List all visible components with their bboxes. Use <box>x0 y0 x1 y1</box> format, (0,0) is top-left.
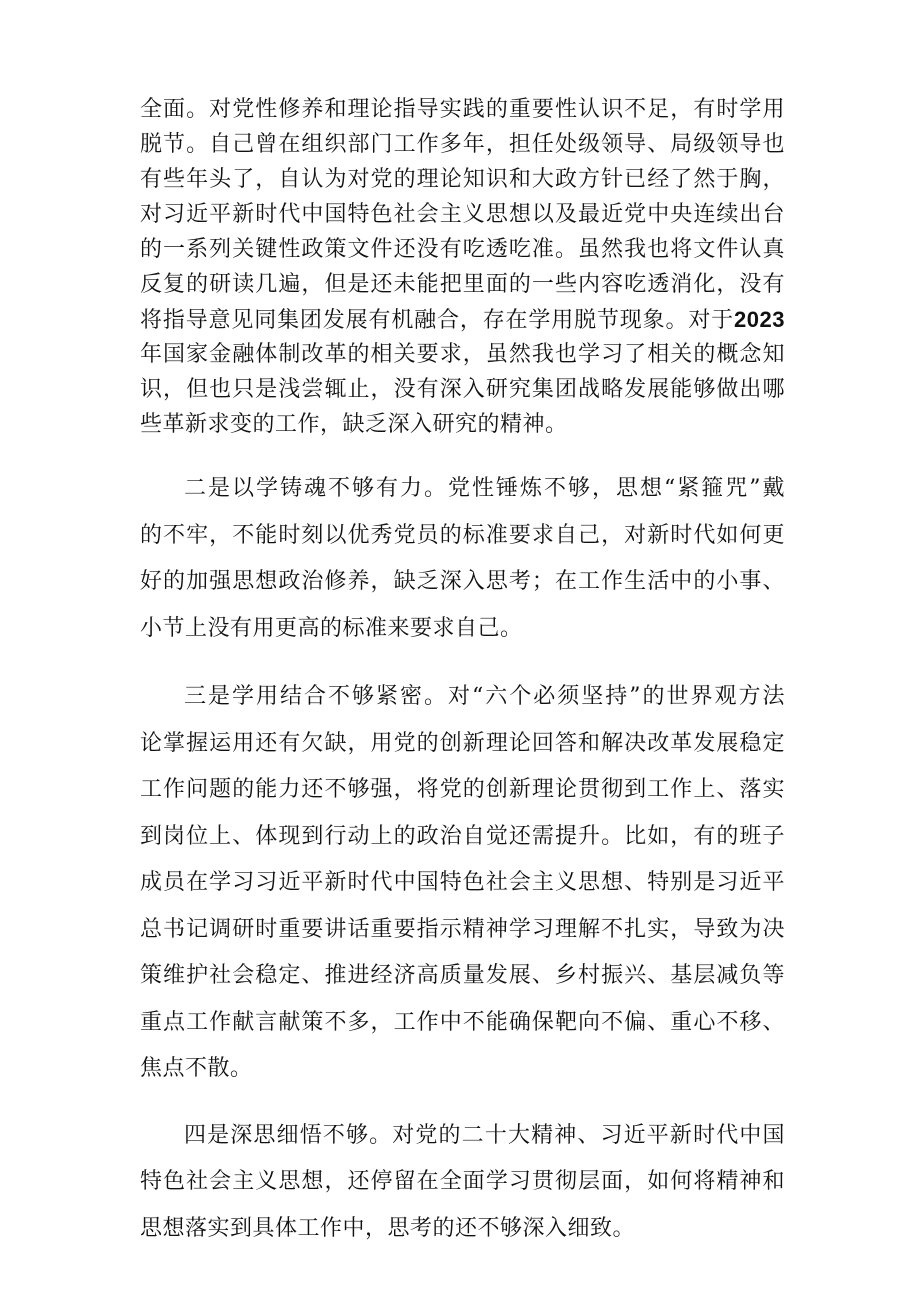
text-line: 思想落实到具体工作中，思考的还不够深入细致。 <box>140 1215 636 1241</box>
text-line: 脱节。自己曾在组织部门工作多年，担任处级领导、局级领导也 <box>140 132 785 157</box>
text-line: 特色社会主义思想，还停留在全面学习贯彻层面，如何将精神和 <box>140 1169 785 1194</box>
text-line: 识，但也只是浅尝辄止，没有深入研究集团战略发展能够做出哪 <box>140 377 785 402</box>
text-line: 总书记调研时重要讲话重要指示精神学习理解不扎实，导致为决 <box>140 916 785 942</box>
text-line: 对习近平新时代中国特色社会主义思想以及最近党中央连续出台 <box>140 202 785 227</box>
text-line: 工作问题的能力还不够强，将党的创新理论贯彻到工作上、落实 <box>140 777 785 802</box>
text-line: 有些年头了，自认为对党的理论知识和大政方针已经了然于胸， <box>140 167 785 192</box>
text-line-with-year <box>140 302 785 337</box>
text-line: 小节上没有用更高的标准来要求自己。 <box>140 615 523 641</box>
text-line: 反复的研读几遍，但是还未能把里面的一些内容吃透消化，没有 <box>140 272 785 297</box>
text-line: 好的加强思想政治修养，缺乏深入思考；在工作生活中的小事、 <box>140 569 785 594</box>
text-line: 的一系列关键性政策文件还没有吃透吃准。虽然我也将文件认真 <box>140 237 785 262</box>
text-line: 策维护社会稳定、推进经济高质量发展、乡村振兴、基层减负等 <box>140 963 785 988</box>
text-line: 二是以学铸魂不够有力。党性锤炼不够，思想“紧箍咒”戴 <box>184 476 785 501</box>
text-line: 全面。对党性修养和理论指导实践的重要性认识不足，有时学用 <box>140 97 785 122</box>
paragraph-3 <box>140 674 785 1093</box>
document-body <box>140 92 785 1252</box>
text-line: 三是学用结合不够紧密。对“六个必须坚持”的世界观方法 <box>184 684 785 709</box>
text-line: 些革新求变的工作，缺乏深入研究的精神。 <box>140 412 568 437</box>
text-line: 重点工作献言献策不多，工作中不能确保靶向不偏、重心不移、 <box>140 1009 785 1035</box>
text-line: 的不牢，不能时刻以优秀党员的标准要求自己，对新时代如何更 <box>140 522 785 548</box>
paragraph-2 <box>140 466 785 652</box>
text-line: 到岗位上、体现到行动上的政治自觉还需提升。比如，有的班子 <box>140 823 785 849</box>
text-line: 年国家金融体制改革的相关要求，虽然我也学习了相关的概念知 <box>140 342 785 367</box>
text-line: 论掌握运用还有欠缺，用党的创新理论回答和解决改革发展稳定 <box>140 730 785 756</box>
paragraph-1 <box>140 92 785 442</box>
text-line: 成员在学习习近平新时代中国特色社会主义思想、特别是习近平 <box>140 870 785 895</box>
paragraph-4 <box>140 1113 785 1253</box>
text-segment: 将指导意见同集团发展有机融合，存在学用脱节现象。对于 <box>140 308 735 333</box>
text-line: 焦点不散。 <box>140 1056 253 1081</box>
year-number: 2023 <box>734 307 785 332</box>
text-line: 四是深思细悟不够。对党的二十大精神、习近平新时代中国 <box>184 1122 785 1148</box>
